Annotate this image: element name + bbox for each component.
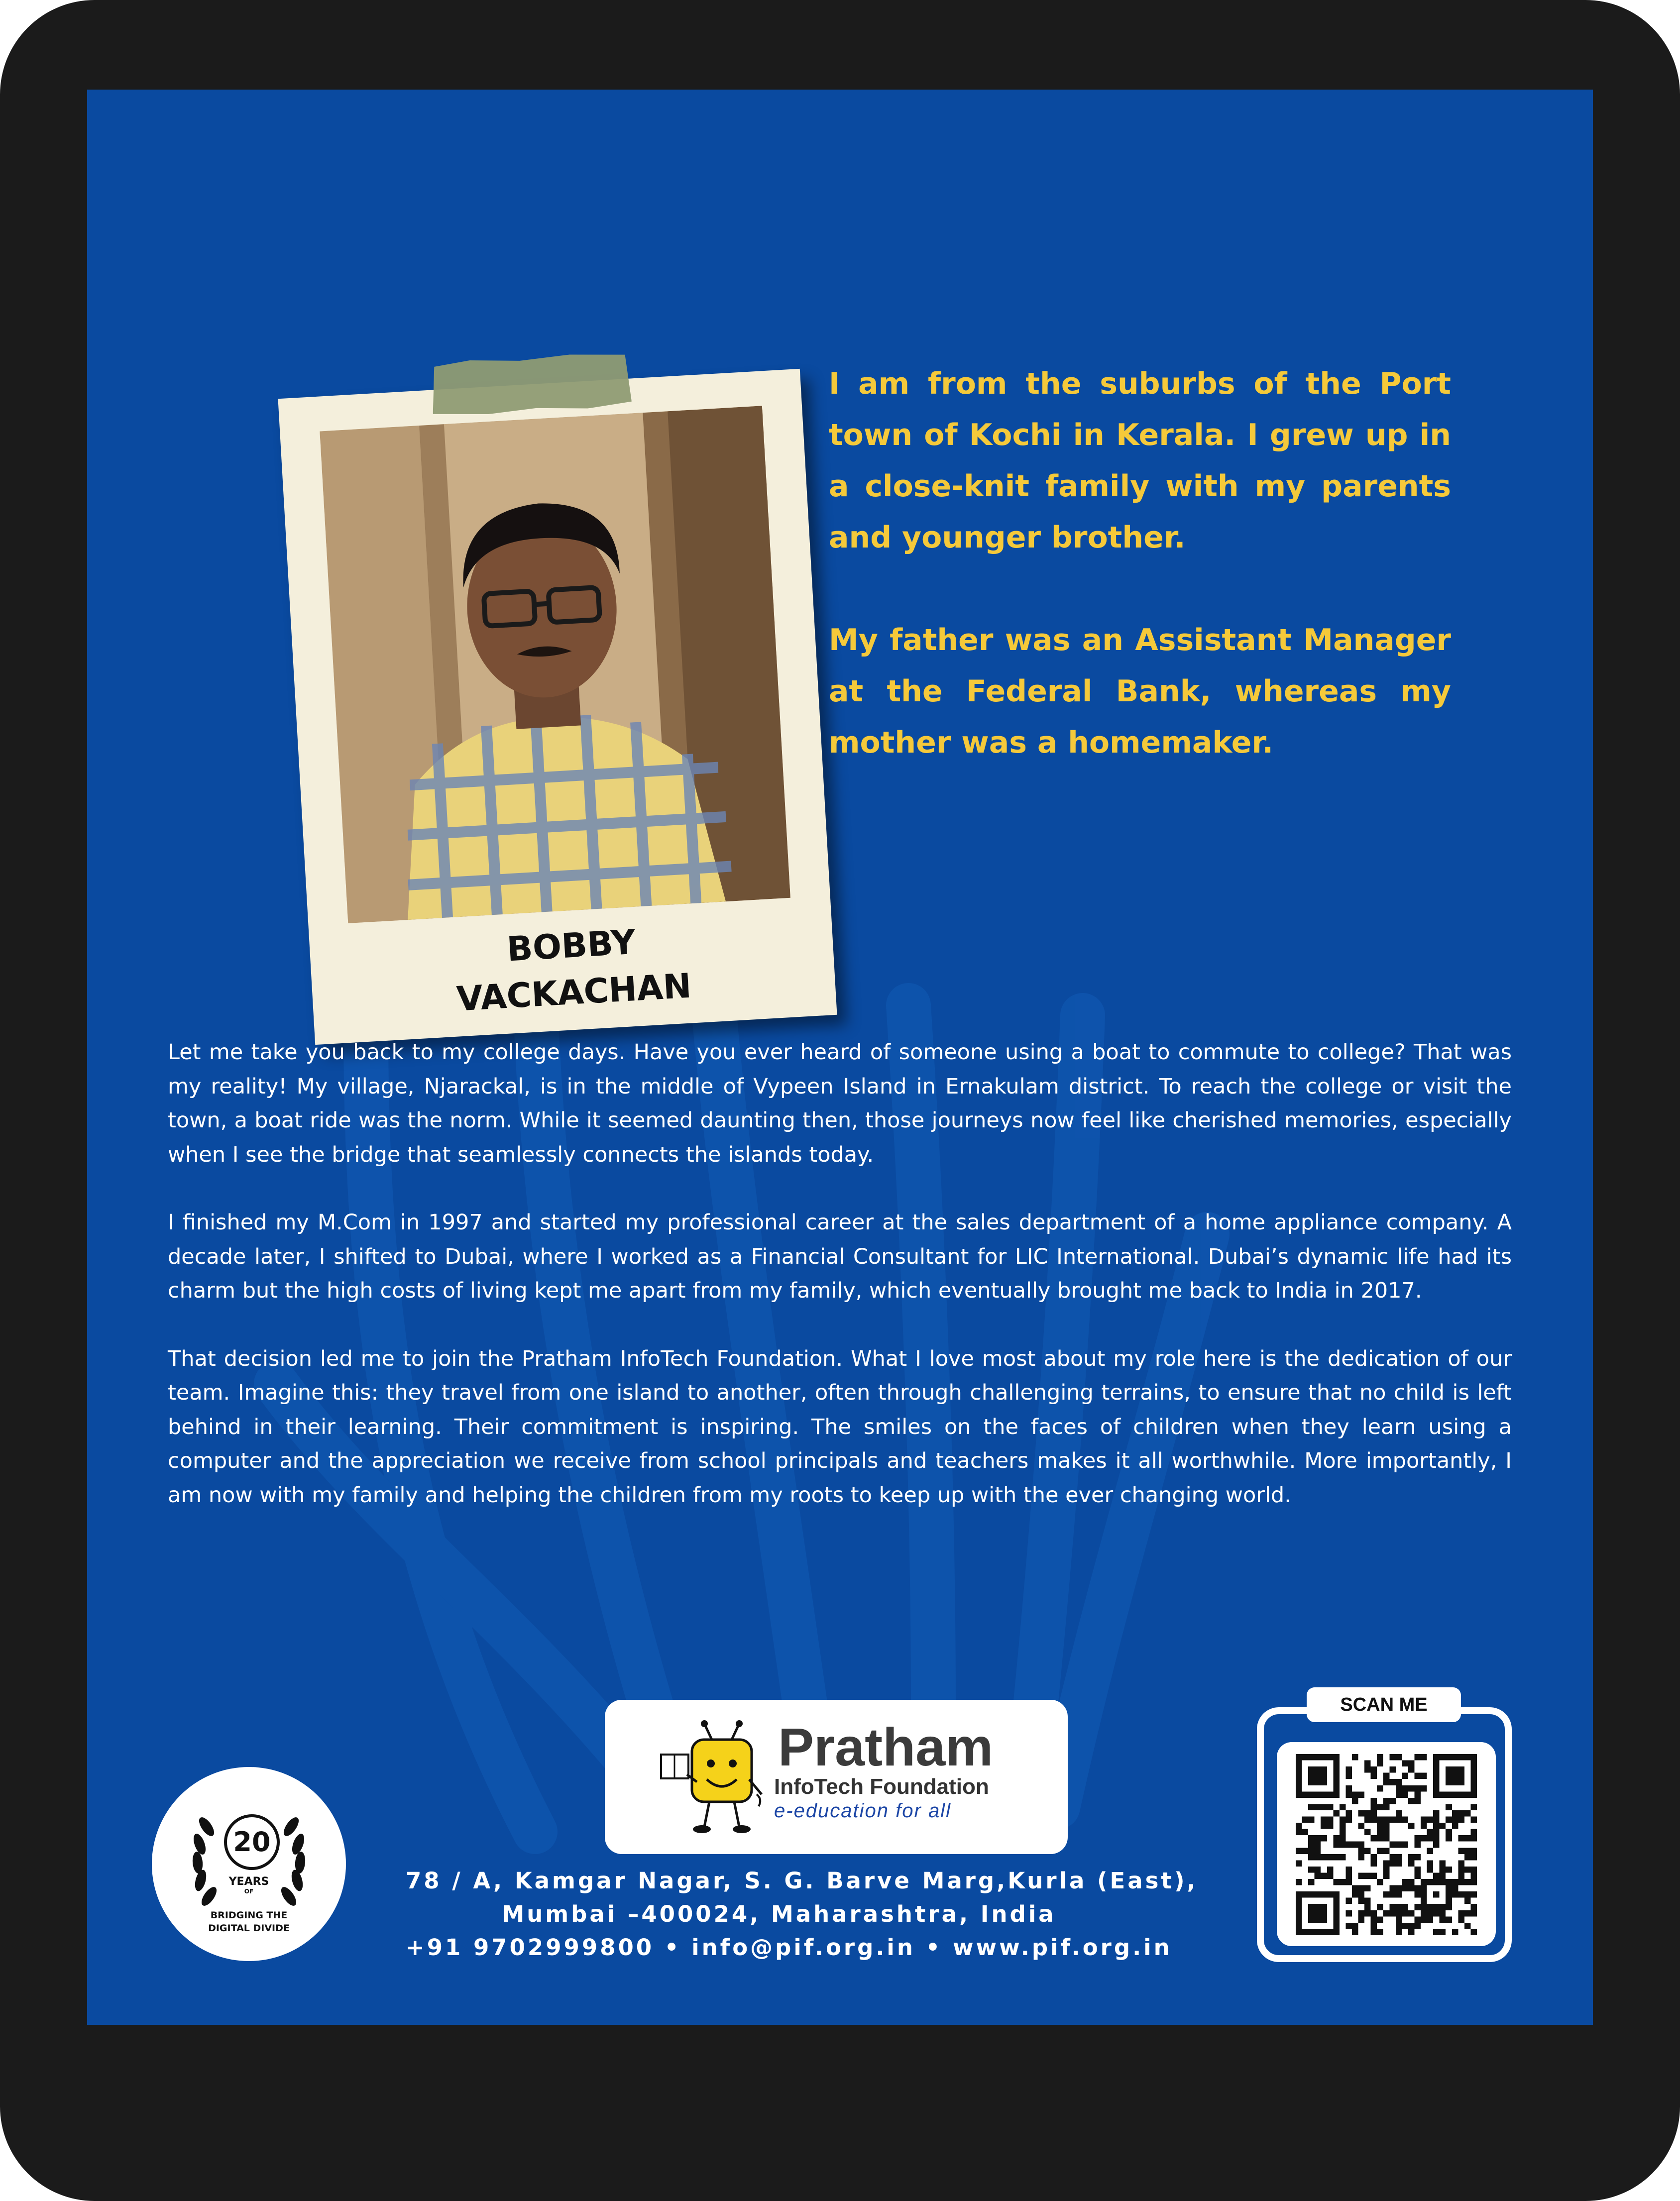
story-paragraph-2: I finished my M.Com in 1997 and started my professional career at the sales department of a home appliance company. A decade later, I shifted to Dubai, where I worked as a Financial Consultant for LIC International. Dubai’s dynamic life had its charm but the high costs of living kept me apart from my family, which eventually brought me back to India in 2017.	[168, 1210, 1512, 1303]
profile-first-name: BOBBY	[506, 922, 637, 970]
intro-paragraph-2: My father was an Assistant Manager at the Federal Bank, whereas my mother was a homemaker.	[829, 623, 1451, 760]
qr-code-icon[interactable]	[1296, 1752, 1477, 1937]
anniversary-years-text: YEARS	[228, 1875, 269, 1888]
anniversary-of-text: OF	[244, 1888, 254, 1895]
content-panel	[87, 90, 1593, 2025]
address-line-2: Mumbai –400024, Maharashtra, India	[502, 1901, 1056, 1927]
profile-last-name: VACKACHAN	[455, 966, 693, 1019]
story-body	[168, 1035, 1512, 1546]
logo-tagline: e-education for all	[774, 1800, 951, 1822]
address-line-1: 78 / A, Kamgar Nagar, S. G. Barve Marg,Kurla (East),	[406, 1868, 1198, 1894]
scan-me-label: SCAN ME	[1307, 1687, 1461, 1722]
intro-paragraph-1: I am from the suburbs of the Port town of Kochi in Kerala. I grew up in a close-knit family with my parents and younger brother.	[829, 366, 1451, 555]
portrait-illustration	[320, 406, 790, 923]
pratham-logo	[605, 1700, 1068, 1854]
story-paragraph-3: That decision led me to join the Pratham InfoTech Foundation. What I love most about my role here is the dedication of our team. Imagine this: they travel from one island to another, often through challenging terrains, to ensure that no child is left behind in their learning. Their commitment is inspiring. The smiles on the faces of children when they learn using a computer and the appreciation we receive from school principals and teachers makes it all worthwhile. More importantly, I am now with my family and helping the children from my roots to keep up with the ever changing world.	[168, 1346, 1512, 1508]
contact-line: +91 9702999800 • info@pif.org.in • www.pif.org.in	[406, 1934, 1172, 1961]
intro-quote	[829, 358, 1451, 769]
story-paragraph-1: Let me take you back to my college days. Have you ever heard of someone using a boat to commute to college? That was my reality! My village, Njarackal, is in the middle of Vypeen Island in Ernakulam district. To reach the college or visit the town, a boat ride was the norm. While it seemed daunting then, those journeys now feel like cherished memories, especially when I see the bridge that seamlessly connects the islands today.	[168, 1040, 1512, 1167]
mascot-icon	[657, 1720, 772, 1839]
anniversary-tagline-2: DIGITAL DIVIDE	[208, 1923, 290, 1934]
contact-address	[406, 1864, 1198, 1964]
anniversary-years	[152, 1875, 346, 1895]
anniversary-number: 20	[224, 1814, 280, 1870]
anniversary-tagline-1: BRIDGING THE	[210, 1910, 288, 1921]
profile-photo	[320, 406, 790, 923]
profile-polaroid	[278, 369, 837, 1045]
logo-title: Pratham	[778, 1717, 994, 1777]
logo-subtitle: InfoTech Foundation	[774, 1774, 989, 1799]
anniversary-tagline	[192, 1909, 306, 1935]
profile-name	[309, 908, 836, 1031]
anniversary-badge	[152, 1767, 346, 1961]
